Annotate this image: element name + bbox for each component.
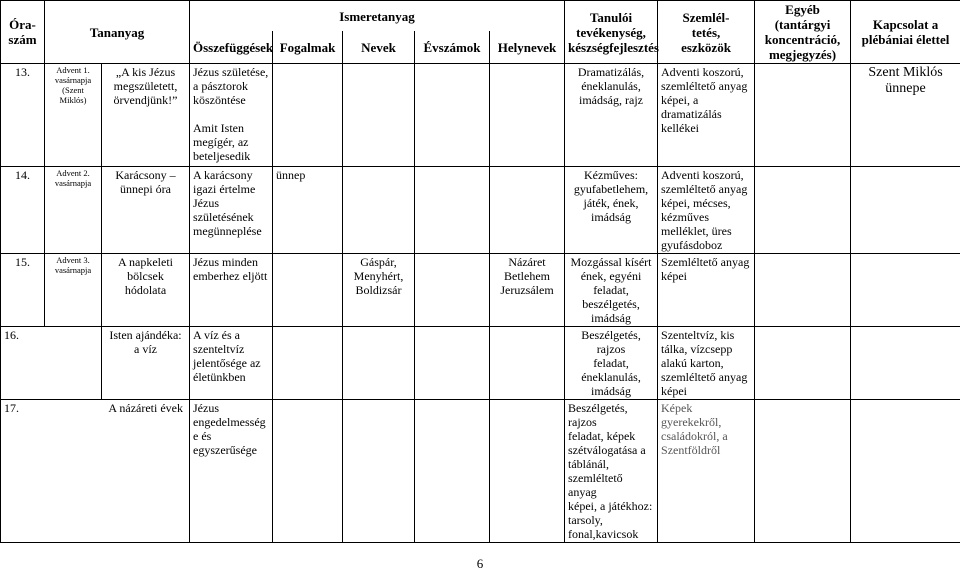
concepts-cell: ünnep [273, 167, 343, 254]
occasion-cell: Advent 1. vasárnapja (Szent Miklós) [45, 64, 102, 167]
header-fogalmak: Fogalmak [273, 31, 343, 63]
tools-cell: Adventi koszorú, szemléltető anyag képei, mécses, kézműves melléklet, üres gyufásdoboz [658, 167, 755, 254]
header-helynevek: Helynevek [490, 31, 565, 63]
other-cell [755, 254, 851, 327]
topic-cell: A napkeleti bölcsek hódolata [102, 254, 190, 327]
names-cell [343, 400, 415, 543]
names-cell: Gáspár, Menyhért, Boldizsár [343, 254, 415, 327]
concepts-cell [273, 327, 343, 400]
years-cell [415, 64, 490, 167]
other-cell [755, 167, 851, 254]
occasion-cell [45, 327, 102, 400]
page-number: 6 [0, 556, 960, 572]
years-cell [415, 254, 490, 327]
header-ora: Óra- szám [1, 1, 45, 64]
occasion-cell: Advent 3. vasárnapja [45, 254, 102, 327]
places-cell [490, 400, 565, 543]
header-tananyag: Tananyag [45, 1, 190, 64]
names-cell [343, 327, 415, 400]
activity-cell: Mozgással kísért ének, egyéni feladat, beszélgetés, imádság [565, 254, 658, 327]
parish-cell [851, 327, 960, 400]
table-row [1, 327, 960, 400]
header-nevek: Nevek [343, 31, 415, 63]
row-number: 14. [1, 167, 45, 254]
header-egyeb: Egyéb (tantárgyi koncentráció, megjegyzés) [755, 1, 851, 64]
parish-cell [851, 254, 960, 327]
names-cell [343, 167, 415, 254]
topic-cell: „A kis Jézus megszületett, örvendjünk!” [102, 64, 190, 167]
connections-cell: Jézus engedelmesség e és egyszerűsége [190, 400, 273, 543]
topic-cell: A názáreti évek [45, 400, 190, 543]
header-kapcsolat: Kapcsolat a plébániai élettel [851, 1, 960, 64]
other-cell [755, 327, 851, 400]
row-number: 16. [1, 327, 45, 400]
names-cell [343, 64, 415, 167]
row-number: 17. [1, 400, 45, 543]
topic-cell: Karácsony – ünnepi óra [102, 167, 190, 254]
connections-cell: A víz és a szenteltvíz jelentősége az életünkben [190, 327, 273, 400]
activity-cell: Dramatizálás, éneklanulás, imádság, rajz [565, 64, 658, 167]
header-szemleltetes: Szemlél- tetés, eszközök [658, 1, 755, 64]
tools-cell: Adventi koszorú, szemléltető anyag képei, a dramatizálás kellékei [658, 64, 755, 167]
connections-cell: A karácsony igazi értelme Jézus születésének megünneplése [190, 167, 273, 254]
table-row [1, 64, 960, 167]
parish-cell [851, 400, 960, 543]
activity-cell: Beszélgetés, rajzos feladat, képek szétválogatása a táblánál, szemléltető anyag képei, a játékhoz: tarsoly, fonal,kavicsok [565, 400, 658, 543]
places-cell [490, 167, 565, 254]
table-row [1, 167, 960, 254]
header-evszamok: Évszámok [415, 31, 490, 63]
occasion-cell: Advent 2. vasárnapja [45, 167, 102, 254]
parish-cell [851, 167, 960, 254]
places-cell: Názáret Betlehem Jeruzsálem [490, 254, 565, 327]
tools-cell: Képek gyerekekről, családokról, a Szentföldről [658, 400, 755, 543]
table-row [1, 254, 960, 327]
row-number: 15. [1, 254, 45, 327]
table-row [1, 400, 960, 543]
row-number: 13. [1, 64, 45, 167]
activity-cell: Kézműves: gyufabetlehem, játék, ének, imádság [565, 167, 658, 254]
connections-cell: Jézus születése, a pásztorok köszöntése Amit Isten megígér, az beteljesedik [190, 64, 273, 167]
tools-cell: Szenteltvíz, kis tálka, vízcsepp alakú karton, szemléltető anyag képei [658, 327, 755, 400]
tools-cell: Szemléltető anyag képei [658, 254, 755, 327]
concepts-cell [273, 400, 343, 543]
header-ismeretanyag: Ismeretanyag [190, 1, 565, 32]
places-cell [490, 327, 565, 400]
years-cell [415, 167, 490, 254]
activity-cell: Beszélgetés, rajzos feladat, éneklanulás, imádság [565, 327, 658, 400]
concepts-cell [273, 64, 343, 167]
header-tanuloi: Tanulói tevékenység, készségfejlesztés [565, 1, 658, 64]
years-cell [415, 327, 490, 400]
header-osszefuggesek: Összefüggések [190, 31, 273, 63]
places-cell [490, 64, 565, 167]
connections-cell: Jézus minden emberhez eljött [190, 254, 273, 327]
other-cell [755, 64, 851, 167]
concepts-cell [273, 254, 343, 327]
topic-cell: Isten ajándéka: a víz [102, 327, 190, 400]
parish-cell: Szent Miklós ünnepe [851, 64, 960, 167]
years-cell [415, 400, 490, 543]
other-cell [755, 400, 851, 543]
